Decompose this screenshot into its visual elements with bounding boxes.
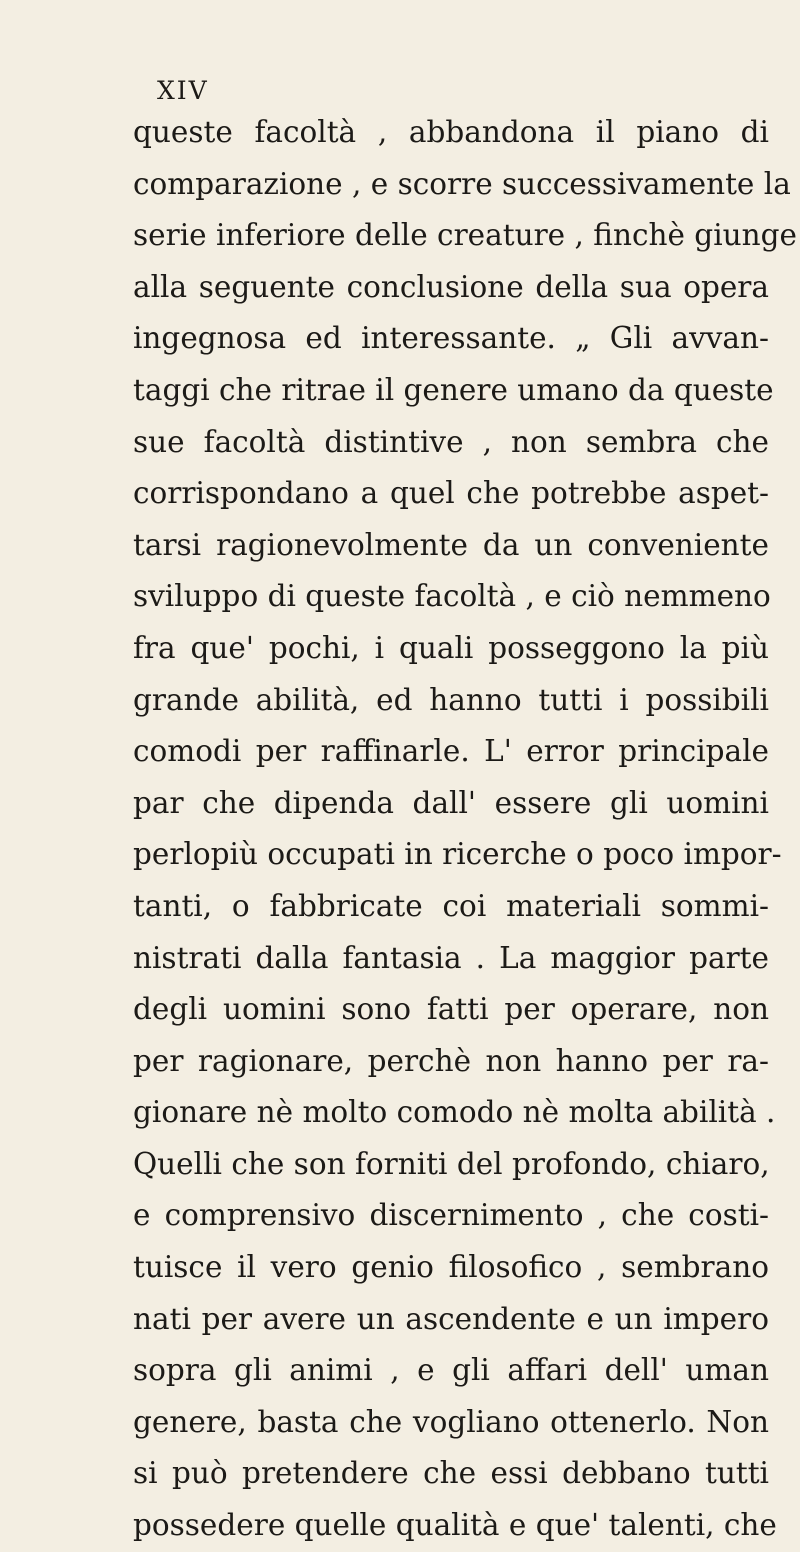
- text-line: possedere quelle qualità e que' talenti, che: [133, 1508, 777, 1543]
- text-line: per ragionare, perchè non hanno per ra-: [133, 1043, 769, 1078]
- text-line: tanti, o fabbricate coi materiali sommi-: [133, 888, 769, 923]
- text-line: degli uomini sono fatti per operare, non: [133, 992, 769, 1027]
- text-line: perlopiù occupati in ricerche o poco impor-: [133, 837, 782, 872]
- text-line: queste facoltà , abbandona il piano di: [133, 115, 769, 149]
- text-line: tuisce il vero genio filosofico , sembrano: [133, 1250, 769, 1285]
- text-line: gionare nè molto comodo nè molta abilità .: [133, 1095, 776, 1130]
- text-line: ingegnosa ed interessante. „ Gli avvan-: [133, 321, 769, 356]
- text-line: Quelli che son forniti del profondo, chiaro,: [133, 1146, 770, 1181]
- text-line: fra que' pochi, i quali posseggono la più: [133, 630, 769, 665]
- text-line: sopra gli animi , e gli affari dell' uman: [133, 1353, 769, 1388]
- text-line: grande abilità, ed hanno tutti i possibili: [133, 682, 769, 717]
- text-line: par che dipenda dall' essere gli uomini: [133, 785, 769, 820]
- page-number: XIV: [157, 76, 209, 105]
- text-line: comodi per raffinarle. L' error principale: [133, 734, 769, 769]
- text-line: serie inferiore delle creature , finchè giunge: [133, 218, 797, 253]
- text-line: comparazione , e scorre successivamente la: [133, 166, 791, 201]
- text-line: alla seguente conclusione della sua opera: [133, 269, 769, 304]
- text-line: taggi che ritrae il genere umano da queste: [133, 372, 774, 407]
- text-line: nati per avere un ascendente e un impero: [133, 1301, 769, 1336]
- text-line: genere, basta che vogliano ottenerlo. Non: [133, 1404, 769, 1439]
- text-line: si può pretendere che essi debbano tutti: [133, 1456, 769, 1491]
- text-line: e comprensivo discernimento , che costi-: [133, 1198, 769, 1233]
- body-text: [133, 107, 797, 1552]
- text-line: sviluppo di queste facoltà , e ciò nemmeno: [133, 579, 771, 614]
- text-line: sue facoltà distintive , non sembra che: [133, 424, 769, 459]
- text-line: nistrati dalla fantasia . La maggior parte: [133, 940, 769, 975]
- text-line: tarsi ragionevolmente da un conveniente: [133, 527, 769, 562]
- text-line: corrispondano a quel che potrebbe aspet-: [133, 476, 769, 511]
